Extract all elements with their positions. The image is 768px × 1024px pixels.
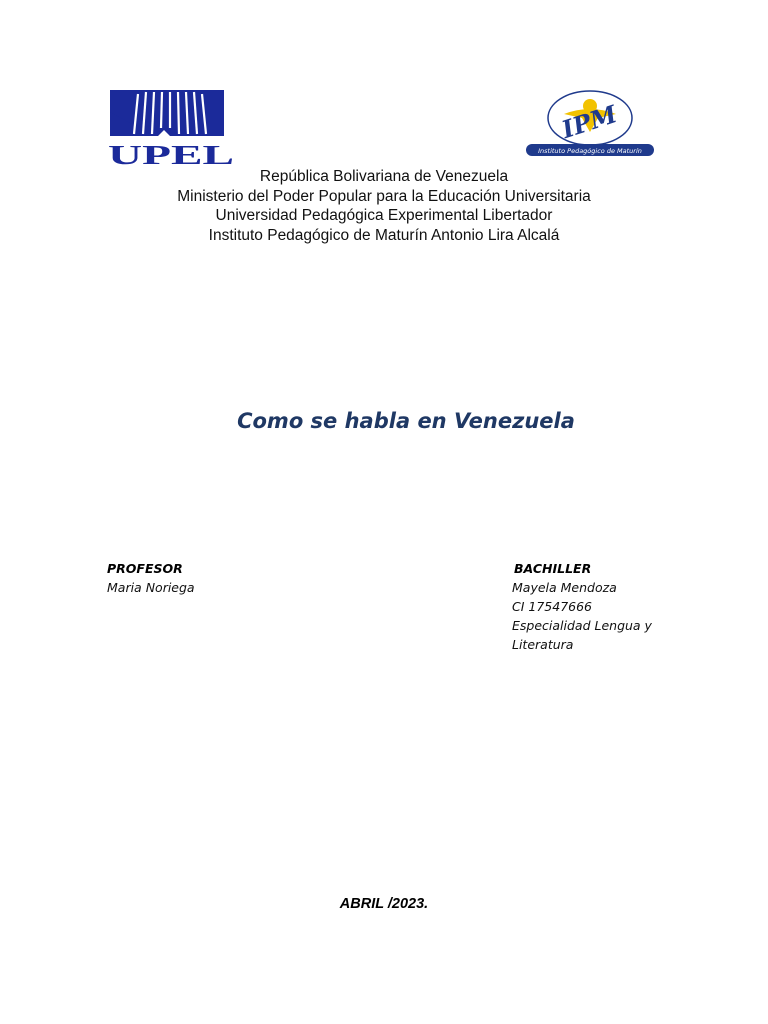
student-label: BACHILLER bbox=[514, 561, 592, 576]
professor-block bbox=[107, 559, 195, 597]
upel-logo bbox=[108, 90, 236, 166]
professor-label: PROFESOR bbox=[107, 561, 183, 576]
header-line-ministry: Ministerio del Poder Popular para la Educación Universitaria bbox=[177, 187, 591, 205]
ipm-logo bbox=[524, 88, 656, 160]
student-block bbox=[512, 559, 652, 654]
ipm-logo-band-text: Instituto Pedagógico de Maturín bbox=[538, 147, 642, 155]
header-line-country: República Bolivariana de Venezuela bbox=[259, 168, 509, 185]
professor-name: Maria Noriega bbox=[107, 580, 195, 595]
upel-logo-text: UPEL bbox=[108, 140, 234, 166]
student-id: CI 17547666 bbox=[512, 599, 593, 614]
student-name: Mayela Mendoza bbox=[512, 580, 617, 595]
ipm-logo-text: IPM bbox=[558, 99, 621, 145]
header-line-institute: Instituto Pedagógico de Maturín Antonio Lira Alcalá bbox=[208, 226, 560, 244]
document-title: Como se habla en Venezuela bbox=[237, 409, 575, 433]
document-date: ABRIL /2023. bbox=[339, 896, 429, 912]
student-specialty-cont: Literatura bbox=[512, 637, 574, 652]
institution-header bbox=[0, 167, 768, 245]
header-line-university: Universidad Pedagógica Experimental Libertador bbox=[215, 207, 553, 224]
student-specialty: Especialidad Lengua y bbox=[512, 618, 652, 633]
